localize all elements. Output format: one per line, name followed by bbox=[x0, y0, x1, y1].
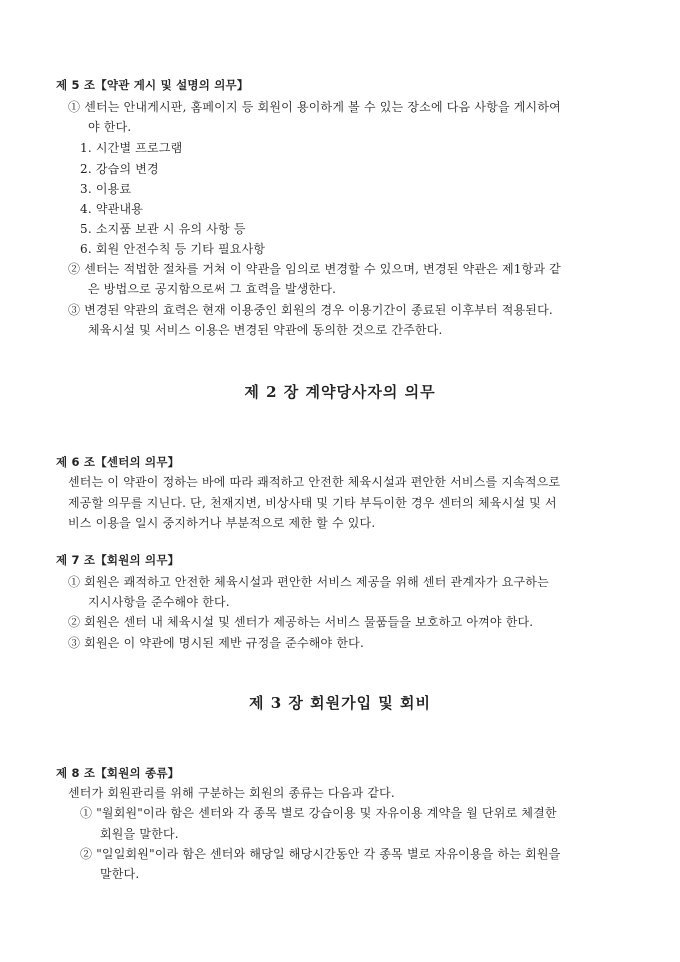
article-8-para-2-line-1: ② "일일회원"이라 함은 센터와 해당일 해당시간동안 각 종목 별로 자유이용을 하는 회원을 bbox=[80, 847, 561, 861]
article-5-item-1: 1. 시간별 프로그램 bbox=[80, 141, 183, 155]
article-5-para-3-line-2: 체육시설 및 서비스 이용은 변경된 약관에 동의한 것으로 간주한다. bbox=[88, 323, 443, 337]
article-5-para-2-line-1: ② 센터는 적법한 절차를 거쳐 이 약관을 임의로 변경할 수 있으며, 변경된 약관은 제1항과 같 bbox=[68, 262, 561, 276]
article-6-line-1: 센터는 이 약관이 정하는 바에 따라 쾌적하고 안전한 체육시설과 편안한 서비스를 지속적으로 bbox=[68, 475, 561, 489]
article-5-heading: 제 5 조【약관 게시 및 설명의 의무】 bbox=[56, 78, 249, 92]
article-5-item-4: 4. 약관내용 bbox=[80, 202, 144, 216]
article-5-para-2-line-2: 은 방법으로 공지함으로써 그 효력을 발생한다. bbox=[88, 282, 337, 296]
article-5-para-3-line-1: ③ 변경된 약관의 효력은 현재 이용중인 회원의 경우 이용기간이 종료된 이후부터 적용된다. bbox=[68, 303, 553, 317]
article-8-intro: 센터가 회원관리를 위해 구분하는 회원의 종류는 다음과 같다. bbox=[68, 786, 395, 800]
article-8-para-1-line-2: 회원을 말한다. bbox=[100, 827, 179, 841]
article-7-para-1-line-1: ① 회원은 쾌적하고 안전한 체육시설과 편안한 서비스 제공을 위해 센터 관계자가 요구하는 bbox=[68, 575, 549, 589]
article-6-heading: 제 6 조【센터의 의무】 bbox=[56, 455, 180, 469]
article-7-para-3: ③ 회원은 이 약관에 명시된 제반 규정을 준수해야 한다. bbox=[68, 636, 364, 650]
article-5-item-5: 5. 소지품 보관 시 유의 사항 등 bbox=[80, 222, 246, 236]
article-5-para-1-line-1: ① 센터는 안내게시판, 홈페이지 등 회원이 용이하게 볼 수 있는 장소에 다음 사항을 게시하여 bbox=[68, 100, 561, 114]
article-5-item-6: 6. 회원 안전수칙 등 기타 필요사항 bbox=[80, 242, 266, 256]
chapter-2-title: 제 2 장 계약당사자의 의무 bbox=[244, 383, 436, 401]
article-6-line-2: 제공할 의무를 지닌다. 단, 천재지변, 비상사태 및 기타 부득이한 경우 센터의 체육시설 및 서 bbox=[68, 496, 557, 510]
article-5-para-1-line-2: 야 한다. bbox=[88, 120, 132, 134]
article-7-para-1-line-2: 지시사항을 준수해야 한다. bbox=[88, 595, 230, 609]
article-5-item-3: 3. 이용료 bbox=[80, 182, 132, 196]
chapter-3-title: 제 3 장 회원가입 및 회비 bbox=[249, 694, 431, 712]
article-8-heading: 제 8 조【회원의 종류】 bbox=[56, 766, 180, 780]
article-7-para-2: ② 회원은 센터 내 체육시설 및 센터가 제공하는 서비스 물품들을 보호하고 아껴야 한다. bbox=[68, 615, 534, 629]
article-5-item-2: 2. 강습의 변경 bbox=[80, 162, 159, 176]
article-6-line-3: 비스 이용을 일시 중지하거나 부분적으로 제한 할 수 있다. bbox=[68, 516, 376, 530]
article-8-para-2-line-2: 말한다. bbox=[100, 867, 140, 881]
article-8-para-1-line-1: ① "월회원"이라 함은 센터와 각 종목 별로 강습이용 및 자유이용 계약을 월 단위로 체결한 bbox=[80, 806, 557, 820]
article-7-heading: 제 7 조【회원의 의무】 bbox=[56, 553, 180, 567]
